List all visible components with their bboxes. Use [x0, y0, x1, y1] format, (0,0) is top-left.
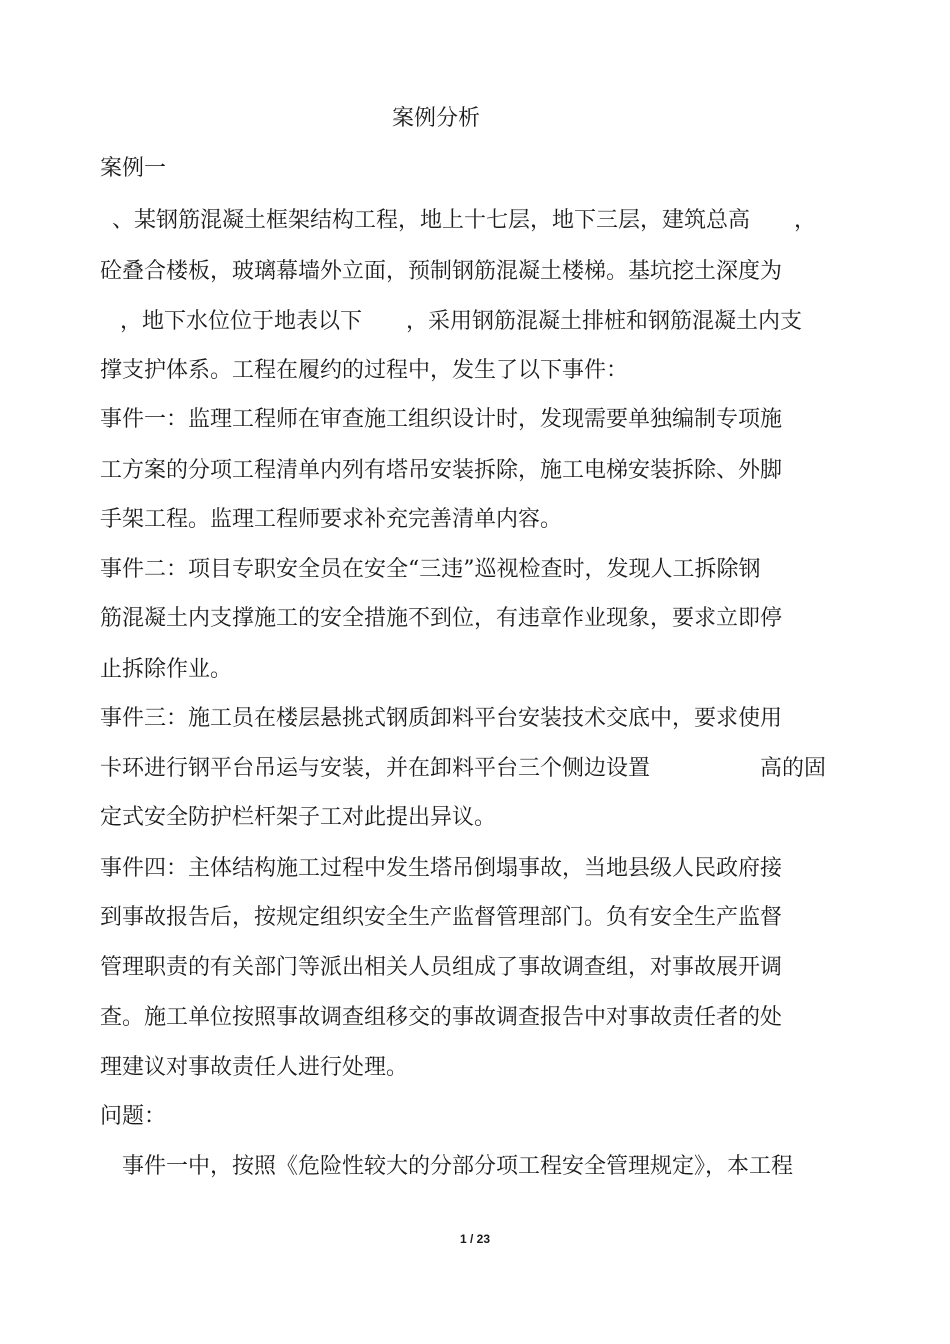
- paragraph-line: 管理职责的有关部门等派出相关人员组成了事故调查组，对事故展开调: [100, 955, 783, 980]
- paragraph-line: 工方案的分项工程清单内列有塔吊安装拆除，施工电梯安装拆除、外脚: [100, 458, 783, 483]
- page-number: 1 / 23: [459, 1232, 491, 1246]
- paragraph-line: 筋混凝土内支撑施工的安全措施不到位，有违章作业现象，要求立即停: [100, 606, 783, 631]
- paragraph-line: 事件一中，按照《危险性较大的分部分项工程安全管理规定》，本工程: [122, 1154, 794, 1179]
- paragraph-line: 理建议对事故责任人进行处理。: [100, 1055, 409, 1080]
- paragraph-line: 手架工程。监理工程师要求补充完善清单内容。: [100, 507, 563, 532]
- paragraph-line: 事件二：项目专职安全员在安全“三违”巡视检查时，发现人工拆除钢: [100, 557, 761, 582]
- document-title: 案例分析: [392, 106, 481, 131]
- paragraph-line: ，地下水位位于地表以下 ，采用钢筋混凝土排桩和钢筋混凝土内支: [120, 309, 803, 334]
- paragraph-line: 到事故报告后，按规定组织安全生产监督管理部门。负有安全生产监督: [100, 905, 783, 930]
- paragraph-line: 事件三：施工员在楼层悬挑式钢质卸料平台安装技术交底中，要求使用: [100, 706, 783, 731]
- paragraph-line: 定式安全防护栏杆架子工对此提出异议。: [100, 805, 497, 830]
- paragraph-line: 止拆除作业。: [100, 657, 233, 682]
- paragraph-line: 砼叠合楼板，玻璃幕墙外立面，预制钢筋混凝土楼梯。基坑挖土深度为: [100, 259, 783, 284]
- paragraph-line: 、某钢筋混凝土框架结构工程，地上十七层，地下三层，建筑总高 ，: [112, 208, 817, 233]
- questions-heading: 问题：: [100, 1104, 167, 1129]
- case-heading: 案例一: [100, 156, 167, 181]
- paragraph-line: 事件一：监理工程师在审查施工组织设计时，发现需要单独编制专项施: [100, 407, 783, 432]
- paragraph-line: 撑支护体系。工程在履约的过程中，发生了以下事件：: [100, 358, 629, 383]
- paragraph-line: 卡环进行钢平台吊运与安装，并在卸料平台三个侧边设置 高的固: [100, 756, 827, 781]
- paragraph-line: 查。施工单位按照事故调查组移交的事故调查报告中对事故责任者的处: [100, 1005, 783, 1030]
- paragraph-line: 事件四：主体结构施工过程中发生塔吊倒塌事故，当地县级人民政府接: [100, 856, 783, 881]
